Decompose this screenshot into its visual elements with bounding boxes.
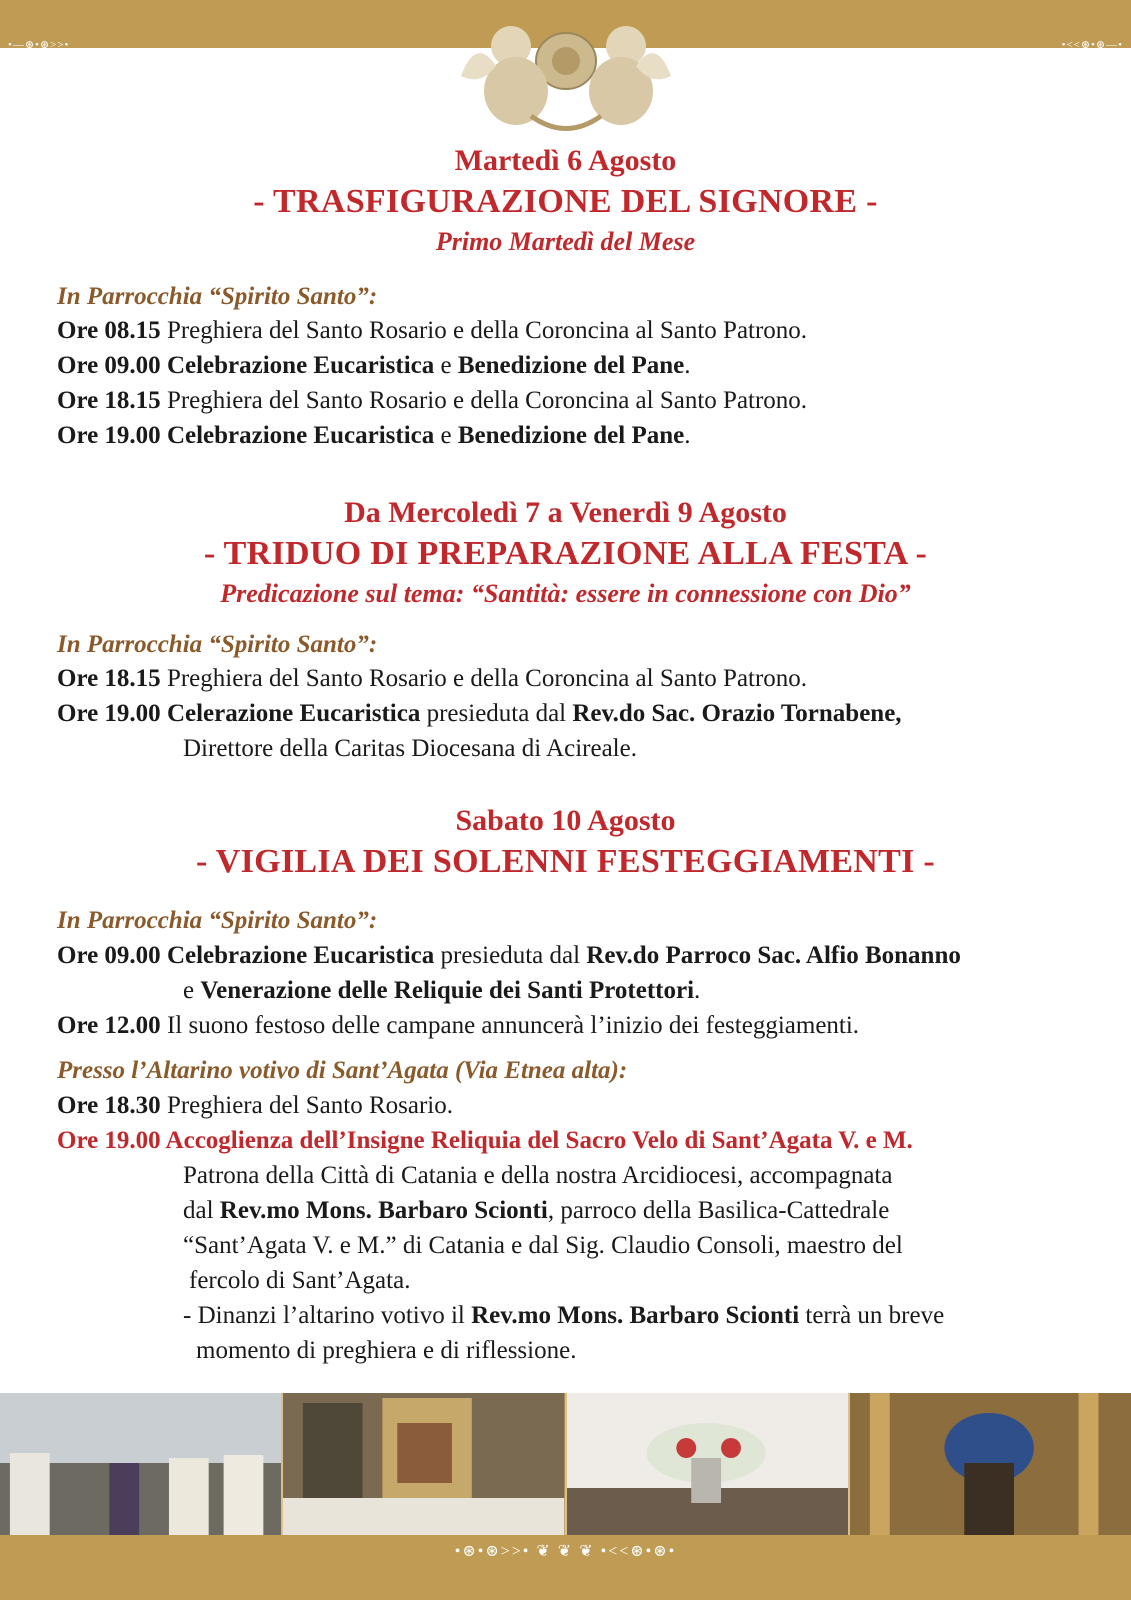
schedule-line: Ore 19.00 Celebrazione Eucaristica e Benedizione del Pane. <box>57 422 691 449</box>
footer-ornament: •⊛•⊛>>• ❦ ❦ ❦ •<<⊛•⊛• <box>454 1543 677 1560</box>
reliquary-flowers-photo <box>567 1393 850 1535</box>
photo-strip <box>0 1393 1131 1535</box>
schedule-continuation: Patrona della Città di Catania e della nostra Arcidiocesi, accompagnata <box>183 1162 893 1189</box>
top-left-ornament: •—⊛•⊛>>• <box>8 39 70 51</box>
procession-photo <box>0 1393 283 1535</box>
section3-location-altar: Presso l’Altarino votivo di Sant’Agata (Via Etnea alta): <box>57 1057 628 1084</box>
section3-location-parish: In Parrocchia “Spirito Santo”: <box>57 907 378 934</box>
section1-location: In Parrocchia “Spirito Santo”: <box>57 283 378 310</box>
schedule-line: Ore 18.30 Preghiera del Santo Rosario. <box>57 1092 453 1119</box>
schedule-line: Ore 19.00 Celerazione Eucaristica presieduta dal Rev.do Sac. Orazio Tornabene, <box>57 700 902 727</box>
section2-title: - TRIDUO DI PREPARAZIONE ALLA FESTA - <box>203 535 928 572</box>
schedule-line: Ore 18.15 Preghiera del Santo Rosario e della Coroncina al Santo Patrono. <box>57 665 808 692</box>
altar-statue-photo <box>283 1393 566 1535</box>
section2-date: Da Mercoledì 7 a Venerdì 9 Agosto <box>344 496 787 529</box>
section1-subtitle: Primo Martedì del Mese <box>435 227 696 256</box>
schedule-continuation: dal Rev.mo Mons. Barbaro Scionti, parroco della Basilica-Cattedrale <box>183 1197 890 1224</box>
schedule-line: Ore 18.15 Preghiera del Santo Rosario e della Coroncina al Santo Patrono. <box>57 387 808 414</box>
schedule-continuation: Direttore della Caritas Diocesana di Acireale. <box>183 735 637 762</box>
schedule-line: Ore 09.00 Celebrazione Eucaristica e Benedizione del Pane. <box>57 352 691 379</box>
section1-title: - TRASFIGURAZIONE DEL SIGNORE - <box>253 183 878 220</box>
section2-subtitle: Predicazione sul tema: “Santità: essere in connessione con Dio” <box>220 579 911 608</box>
schedule-continuation: fercolo di Sant’Agata. <box>189 1267 411 1294</box>
schedule-line-highlight: Ore 19.00 Accoglienza dell’Insigne Reliquia del Sacro Velo di Sant’Agata V. e M. <box>57 1127 913 1154</box>
schedule-line: Ore 08.15 Preghiera del Santo Rosario e della Coroncina al Santo Patrono. <box>57 317 808 344</box>
section3-title: - VIGILIA DEI SOLENNI FESTEGGIAMENTI - <box>195 843 936 880</box>
schedule-continuation: e Venerazione delle Reliquie dei Santi Protettori. <box>183 977 701 1004</box>
schedule-line: Ore 12.00 Il suono festoso delle campane annuncerà l’inizio dei festeggiamenti. <box>57 1012 860 1039</box>
schedule-continuation: - Dinanzi l’altarino votivo il Rev.mo Mons. Barbaro Scionti terrà un breve <box>183 1302 945 1329</box>
section2-location: In Parrocchia “Spirito Santo”: <box>57 631 378 658</box>
section1-date: Martedì 6 Agosto <box>454 144 677 177</box>
schedule-continuation: “Sant’Agata V. e M.” di Catania e dal Sig. Claudio Consoli, maestro del <box>183 1232 903 1259</box>
section3-date: Sabato 10 Agosto <box>455 804 676 837</box>
top-right-ornament: •<<⊛•⊛—• <box>1061 39 1123 51</box>
cherubs-ornament-image <box>441 6 691 144</box>
bottom-photo-band <box>0 1393 1131 1600</box>
schedule-continuation: momento di preghiera e di riflessione. <box>196 1337 577 1364</box>
church-interior-photo <box>850 1393 1131 1535</box>
schedule-line: Ore 09.00 Celebrazione Eucaristica presieduta dal Rev.do Parroco Sac. Alfio Bonanno <box>57 942 961 969</box>
